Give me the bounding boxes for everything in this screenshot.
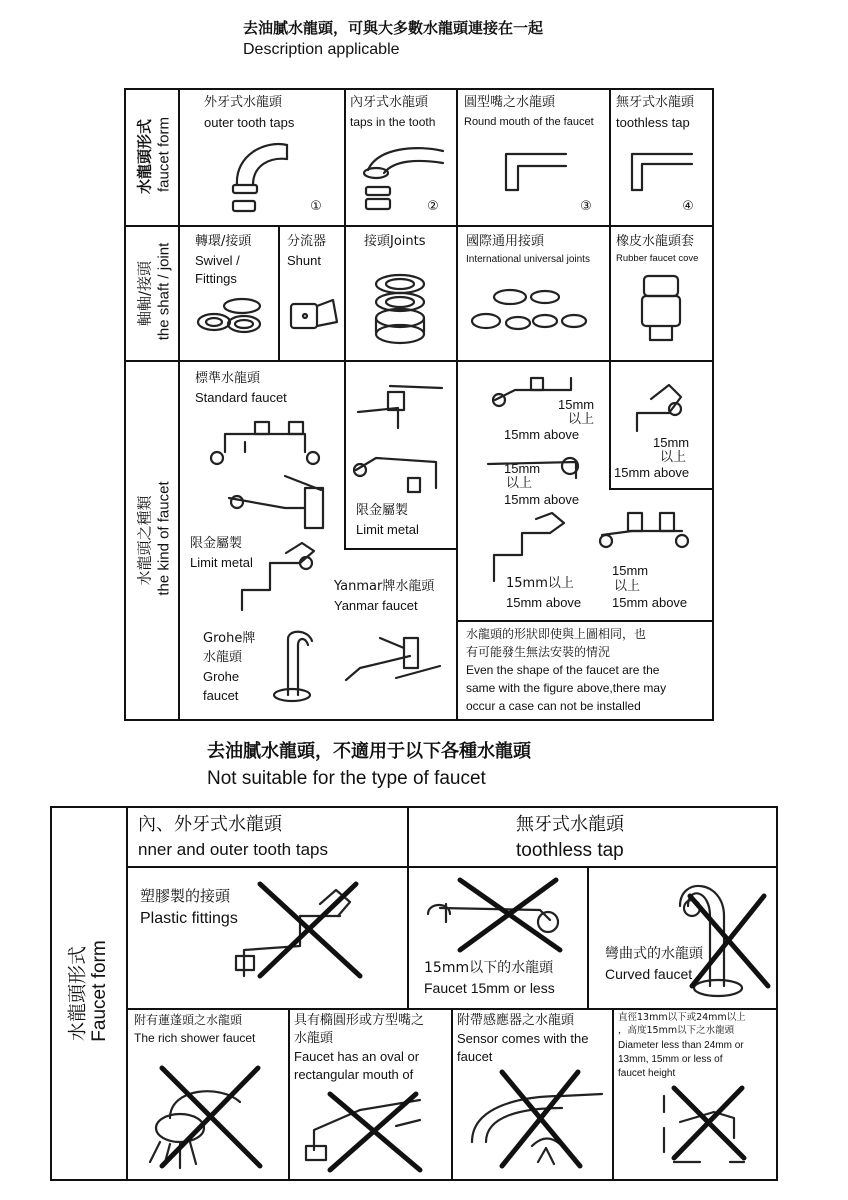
- table2-label-en: Faucet form: [89, 940, 110, 1042]
- head-right-cn: 無牙式水龍頭: [516, 814, 624, 835]
- standard-faucet-cn: 標準水龍頭: [195, 371, 261, 386]
- note-cn-1: 水龍頭的形狀即使與上圖相同，也: [466, 627, 647, 641]
- dia-cn-2: ，高度15mm以下之水龍頭: [618, 1025, 735, 1036]
- curved-en: Curved faucet: [605, 966, 693, 982]
- circled-number-4: ④: [682, 198, 694, 213]
- grohe-en-1: Grohe: [203, 669, 240, 684]
- shower-faucet-x-icon: [140, 1058, 280, 1173]
- sensor-en-2: faucet: [457, 1049, 493, 1064]
- dim-faucet-icon-a: [485, 370, 580, 420]
- dim-faucet-icon-c: [480, 448, 590, 488]
- shunt-en: Shunt: [287, 253, 321, 268]
- dia-en-1: Diameter less than 24mm or: [618, 1040, 744, 1051]
- dim-c-en: 15mm above: [504, 492, 580, 507]
- round-mouth-cn: 圓型嘴之水龍頭: [464, 95, 556, 110]
- top-title-cn: 去油膩水龍頭，可與大多數水龍頭連接在一起: [243, 19, 544, 37]
- wall-faucet-icon: [230, 535, 325, 615]
- row2-label-en: the shaft / joint: [155, 242, 173, 341]
- swivel-en1: Swivel /: [195, 253, 240, 268]
- yanmar-en: Yanmar faucet: [334, 598, 418, 613]
- shunt-cn: 分流器: [287, 234, 327, 249]
- dim-d-en: 15mm above: [506, 595, 582, 610]
- head-left-en: nner and outer tooth taps: [138, 840, 328, 859]
- curved-faucet-x-icon: [680, 876, 775, 1006]
- dim-c-cn2: 以上: [506, 476, 533, 491]
- outer-tooth-cn: 外牙式水龍頭: [204, 95, 283, 110]
- intl-joints-en: International universal joints: [466, 254, 590, 265]
- joints-icon: [365, 272, 435, 357]
- rubber-cn: 橡皮水龍頭套: [616, 234, 695, 249]
- yanmar-cn: Yanmar牌水龍頭: [334, 579, 435, 594]
- toothless-faucet-icon: [620, 140, 700, 200]
- oval-mouth-x-icon: [300, 1090, 440, 1175]
- inner-tooth-en: taps in the tooth: [350, 115, 436, 129]
- circled-number-1: ①: [310, 198, 322, 213]
- sensor-cn: 附帶感應器之水龍頭: [457, 1013, 575, 1028]
- dim-faucet-icon-d: [480, 505, 580, 585]
- top-title-en: Description applicable: [243, 41, 400, 58]
- dim-a-cn: 15mm: [558, 397, 595, 412]
- dim-e-en: 15mm above: [612, 595, 688, 610]
- yanmar-faucet-icon: [340, 628, 450, 693]
- single-lever-faucet-icon: [225, 468, 330, 533]
- row1-label-en: faucet form: [155, 116, 173, 193]
- standard-faucet-icon: [205, 412, 325, 467]
- grohe-en-2: faucet: [203, 688, 239, 703]
- outer-tooth-faucet-icon: [225, 135, 305, 220]
- limit-metal-faucet-icon-1: [348, 368, 448, 438]
- less15-cn: 15mm以下的水龍頭: [424, 960, 554, 976]
- dim-b-cn2: 以上: [660, 450, 687, 465]
- row2-label-cn: 軸軸/接頭: [135, 260, 154, 327]
- oval-en-1: Faucet has an oval or: [294, 1049, 420, 1064]
- dim-c-cn: 15mm: [504, 461, 541, 476]
- note-en-2: same with the figure above,there may: [466, 681, 667, 695]
- grohe-faucet-icon: [268, 625, 328, 705]
- less15-en: Faucet 15mm or less: [424, 980, 555, 996]
- sensor-faucet-x-icon: [462, 1066, 607, 1176]
- dim-d-cn: 15mm以上: [506, 576, 574, 591]
- circled-number-3: ③: [580, 198, 592, 213]
- grohe-cn-1: Grohe牌: [203, 631, 256, 646]
- shower-en: The rich shower faucet: [134, 1031, 256, 1045]
- dia-en-2: 13mm, 15mm or less of: [618, 1054, 723, 1065]
- intl-joints-icon: [470, 285, 600, 345]
- note-cn-2: 有可能發生無法安裝的情況: [466, 645, 611, 659]
- dim-b-en: 15mm above: [614, 465, 690, 480]
- dia-cn-1: 直徑13mm以下或24mm以上: [618, 1012, 746, 1023]
- limit-metal-faucet-icon-2: [346, 448, 451, 498]
- table2-label-cn: 水龍頭形式: [66, 946, 89, 1042]
- dim-e-cn2: 以上: [614, 579, 641, 594]
- curved-cn: 彎曲式的水龍頭: [605, 946, 703, 962]
- oval-en-2: rectangular mouth of: [294, 1067, 414, 1082]
- dim-a-en: 15mm above: [504, 427, 580, 442]
- swivel-en2: Fittings: [195, 271, 237, 286]
- toothless-en: toothless tap: [616, 115, 690, 130]
- dim-e-cn: 15mm: [612, 563, 649, 578]
- middle-title-en: Not suitable for the type of faucet: [207, 768, 486, 789]
- row1-label-cn: 水龍頭形式: [135, 119, 154, 195]
- oval-cn-1: 具有橢圓形或方型嘴之: [294, 1013, 425, 1028]
- joints-label: 接頭Joints: [364, 234, 426, 249]
- shower-cn: 附有蓮蓬頭之水龍頭: [134, 1013, 243, 1027]
- plastic-cn: 塑膠製的接頭: [140, 887, 231, 905]
- outer-tooth-en: outer tooth taps: [204, 115, 295, 130]
- toothless-cn: 無牙式水龍頭: [616, 95, 695, 110]
- round-mouth-faucet-icon: [494, 140, 574, 200]
- row3-label-en: the kind of faucet: [155, 481, 173, 596]
- inner-tooth-cn: 內牙式水龍頭: [350, 95, 429, 110]
- inner-tooth-faucet-icon: [358, 135, 448, 220]
- rubber-en: Rubber faucet cove: [616, 253, 699, 264]
- intl-joints-cn: 國際通用接頭: [466, 234, 545, 249]
- grohe-cn-2: 水龍頭: [203, 650, 243, 665]
- limit-metal-en-1: Limit metal: [190, 555, 253, 570]
- dim-faucet-icon-b: [625, 375, 695, 440]
- oval-cn-2: 水龍頭: [294, 1031, 334, 1046]
- limit-metal-cn-2: 限金屬製: [356, 503, 409, 518]
- less15-faucet-x-icon: [420, 874, 585, 954]
- plastic-en: Plastic fittings: [140, 910, 238, 927]
- limit-metal-en-2: Limit metal: [356, 522, 419, 537]
- dim-a-cn2: 以上: [568, 412, 595, 427]
- note-en-1: Even the shape of the faucet are the: [466, 663, 660, 677]
- head-left-cn: 內、外牙式水龍頭: [138, 814, 282, 835]
- head-right-en: toothless tap: [516, 840, 624, 861]
- standard-faucet-en: Standard faucet: [195, 390, 287, 405]
- sensor-en-1: Sensor comes with the: [457, 1031, 589, 1046]
- shunt-icon: [285, 292, 345, 342]
- middle-title-cn: 去油膩水龍頭，不適用于以下各種水龍頭: [207, 741, 531, 762]
- swivel-fittings-icon: [192, 292, 272, 352]
- round-mouth-en: Round mouth of the faucet: [464, 116, 594, 128]
- dia-en-3: faucet height: [618, 1068, 676, 1079]
- limit-metal-cn-1: 限金屬製: [190, 536, 243, 551]
- rubber-cove-icon: [632, 270, 692, 350]
- row3-label-cn: 水龍頭之種類: [135, 495, 154, 586]
- diameter-faucet-x-icon: [644, 1082, 764, 1172]
- dim-b-cn: 15mm: [653, 435, 690, 450]
- plastic-fitting-x-icon: [230, 876, 370, 986]
- dim-faucet-icon-e: [592, 505, 697, 555]
- circled-number-2: ②: [427, 198, 439, 213]
- swivel-cn: 轉環/接頭: [195, 234, 252, 249]
- note-en-3: occur a case can not be installed: [466, 699, 641, 713]
